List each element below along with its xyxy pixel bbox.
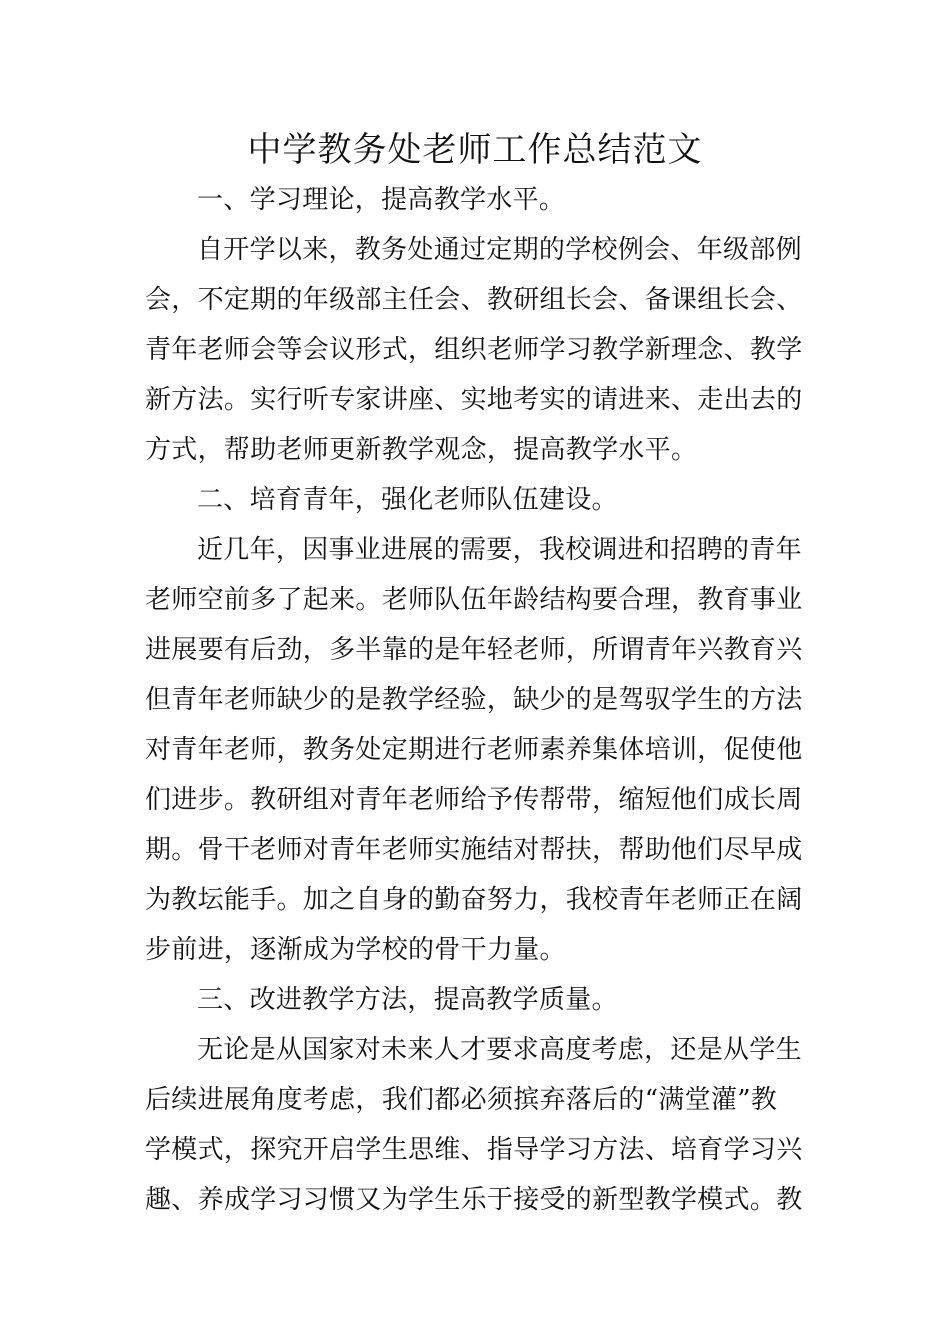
paragraph-line: 进展要有后劲，多半靠的是年轻老师，所谓青年兴教育兴 <box>145 635 803 665</box>
paragraph-line: 们进步。教研组对青年老师给予传帮带，缩短他们成长周 <box>145 785 803 815</box>
paragraph-line: 对青年老师，教务处定期进行老师素养集体培训，促使他 <box>145 735 803 765</box>
paragraph-line: 青年老师会等会议形式，组织老师学习教学新理念、教学 <box>145 335 803 365</box>
section-heading-2: 二、培育青年，强化老师队伍建设。 <box>197 485 618 515</box>
document-body <box>145 175 809 1225</box>
paragraph-line: 无论是从国家对未来人才要求高度考虑，还是从学生 <box>197 1035 802 1065</box>
document-title: 中学教务处老师工作总结范文 <box>247 130 703 170</box>
paragraph-line: 方式，帮助老师更新教学观念，提高教学水平。 <box>145 435 698 465</box>
section-heading-1: 一、学习理论，提高教学水平。 <box>197 185 566 215</box>
paragraph-line: 会，不定期的年级部主任会、教研组长会、备课组长会、 <box>145 285 803 315</box>
paragraph-line: 学模式，探究开启学生思维、指导学习方法、培育学习兴 <box>145 1135 803 1165</box>
paragraph-line: 老师空前多了起来。老师队伍年龄结构要合理，教育事业 <box>145 585 803 615</box>
paragraph-line: 近几年，因事业进展的需要，我校调进和招聘的青年 <box>197 535 802 565</box>
section-heading-3: 三、改进教学方法，提高教学质量。 <box>197 985 618 1015</box>
paragraph-line: 步前进，逐渐成为学校的骨干力量。 <box>145 935 566 965</box>
paragraph-line: 自开学以来，教务处通过定期的学校例会、年级部例 <box>197 235 802 265</box>
paragraph-line: 后续进展角度考虑，我们都必须摈弃落后的“满堂灌”教 <box>145 1085 778 1115</box>
paragraph-line: 期。骨干老师对青年老师实施结对帮扶，帮助他们尽早成 <box>145 835 803 865</box>
paragraph-line: 趣、养成学习习惯又为学生乐于接受的新型教学模式。教 <box>145 1185 803 1215</box>
paragraph-line: 为教坛能手。加之自身的勤奋努力，我校青年老师正在阔 <box>145 885 803 915</box>
paragraph-line: 新方法。实行听专家讲座、实地考实的请进来、走出去的 <box>145 385 803 415</box>
paragraph-line: 但青年老师缺少的是教学经验，缺少的是驾驭学生的方法 <box>145 685 803 715</box>
